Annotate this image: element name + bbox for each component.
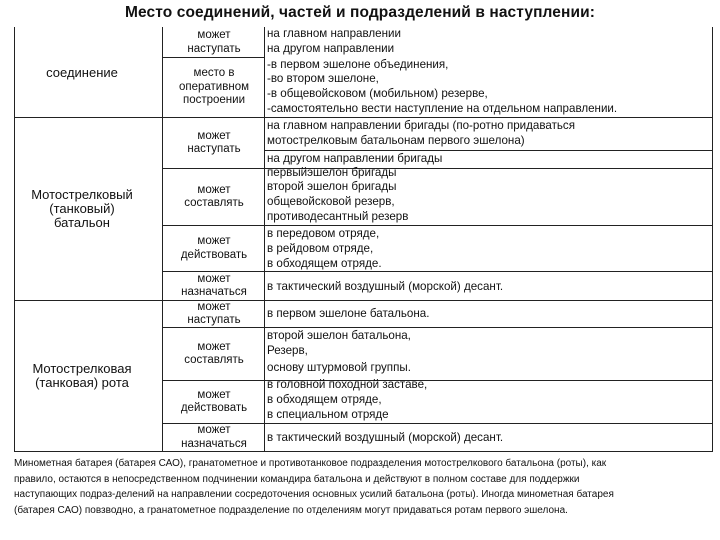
text-line: в передовом отряде, — [267, 227, 380, 240]
text-line: в первом эшелоне батальона. — [267, 307, 430, 320]
action-cell: может действовать — [180, 235, 248, 261]
text-line: второй эшелон бригады — [267, 180, 397, 193]
text-line: в обходящем отряде, — [267, 393, 382, 406]
unit-formation: соединение — [46, 64, 118, 80]
unit-battalion: Мотострелковый (танковый) батальон — [31, 187, 133, 230]
text-line: второй эшелон батальона, — [267, 329, 411, 342]
text-line: -во втором эшелоне, — [267, 72, 379, 85]
text-line: основу штурмовой группы. — [267, 361, 411, 374]
action-cell: может составлять — [184, 183, 244, 209]
text-line: в головной походной заставе, — [267, 378, 428, 391]
text-line: на другом направлении — [267, 42, 395, 55]
text-line: в тактический воздушный (морской) десант. — [267, 280, 504, 293]
footer-line: (батарея САО) повзводно, а гранатометное подразделение по отделениям могут придаваться ротам первого эшелона. — [14, 504, 568, 516]
text-line: мотострелковым батальонам первого эшелона) — [267, 134, 525, 147]
text-line: первыйэшелон бригады — [267, 166, 397, 179]
action-cell: может назначаться — [181, 424, 247, 450]
footer-note — [14, 456, 712, 518]
action-cell: место в оперативном построении — [178, 67, 249, 107]
text-line: на другом направлении бригады — [267, 152, 443, 165]
footer-line: наступающих подраз-делений на направлении сосредоточения основных усилий батальона (роты). Иногда минометная батарея — [14, 489, 614, 501]
text-line: в тактический воздушный (морской) десант. — [267, 431, 504, 444]
text-line: в обходящем отряде. — [267, 257, 382, 270]
unit-company: Мотострелковая (танковая) рота — [32, 361, 132, 390]
action-cell: может наступать — [187, 29, 241, 55]
footer-line: Минометная батарея (батарея САО), гранатометное и противотанковое подразделения мотострелкового батальона (роты), как — [14, 458, 607, 469]
action-cell: может наступать — [187, 300, 241, 326]
text-line: -в общевойсковом (мобильном) резерве, — [267, 87, 488, 100]
text-line: на главном направлении — [267, 27, 401, 40]
text-line: общевойсковой резерв, — [267, 195, 395, 208]
text-line: -самостоятельно вести наступление на отдельном направлении. — [267, 102, 618, 115]
text-line: -в первом эшелоне объединения, — [267, 58, 449, 71]
action-cell: может наступать — [187, 129, 241, 155]
action-cell: может назначаться — [181, 272, 247, 298]
text-line: в специальном отряде — [267, 408, 389, 421]
text-line: на главном направлении бригады (по-ротно придаваться — [267, 119, 576, 132]
footer-line: правило, остаются в непосредственном подчинении командира батальона и действуют в полном составе для поддержки — [14, 473, 580, 485]
action-cell: может действовать — [180, 388, 248, 414]
text-line: противодесантный резерв — [267, 210, 409, 223]
text-line: в рейдовом отряде, — [267, 242, 374, 255]
action-cell: может составлять — [184, 340, 244, 366]
text-line: Резерв, — [267, 344, 308, 357]
page-title: Место соединений, частей и подразделений в наступлении: — [125, 4, 595, 21]
